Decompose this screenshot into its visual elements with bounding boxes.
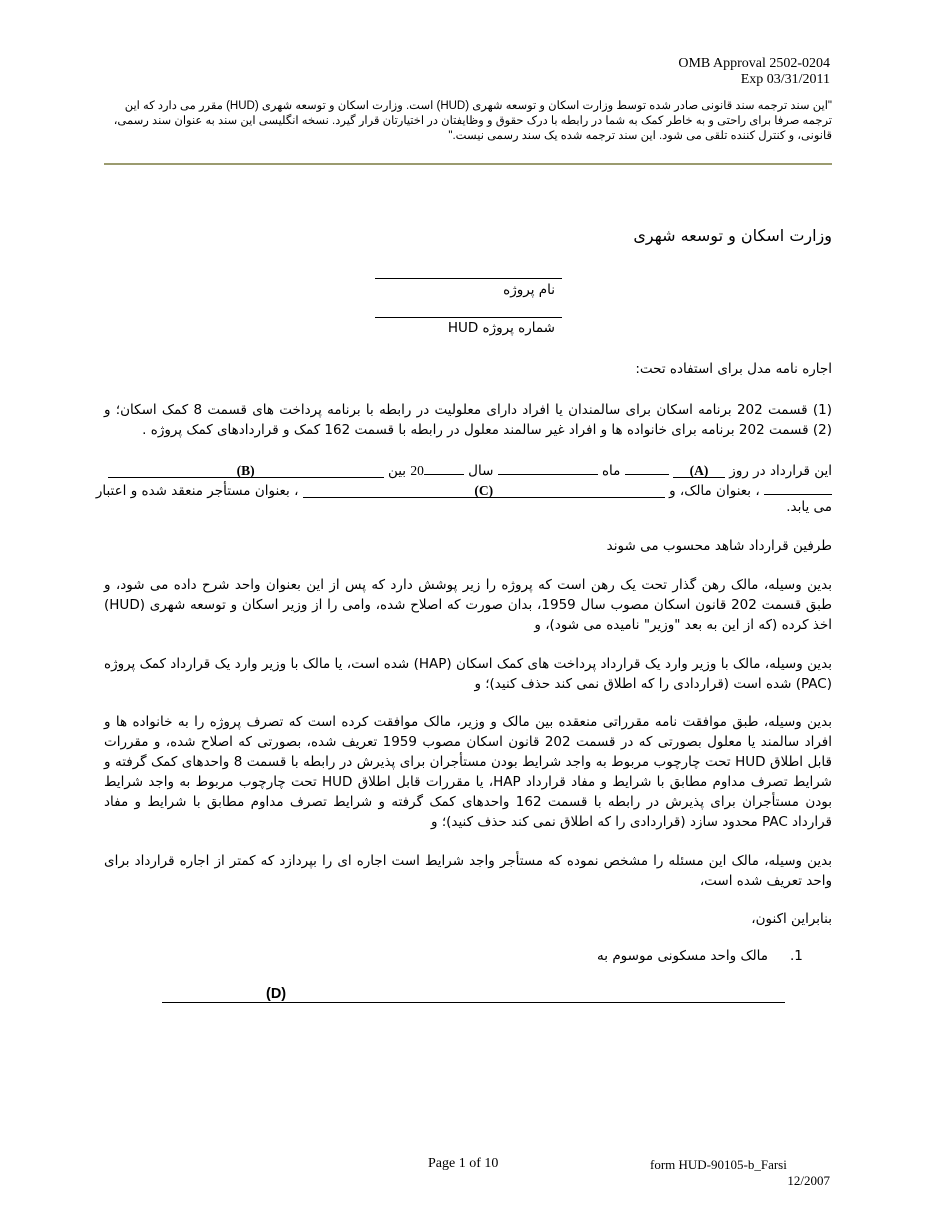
therefore-line: بنابراین اکنون، (751, 911, 832, 927)
blank-d-line[interactable] (162, 1002, 785, 1003)
form-date: 12/2007 (787, 1173, 830, 1188)
project-name-label: نام پروژه (503, 282, 555, 298)
owner-tail-field[interactable] (764, 478, 832, 495)
programs-paragraph: (1) قسمت 202 برنامه اسکان برای سالمندان یا افراد دارای معلولیت در رابطه با برنامه پرداخت های قسمت 8 کمک اسکان؛ و (2) قسمت 202 برنامه برای خانواده ها و افراد غیر سالمند معلول در رابطه با قسمت 162 کمک و قراردادهای کمک پروژه . (104, 402, 832, 438)
translation-disclaimer: "این سند ترجمه سند قانونی صادر شده توسط وزارت اسکان و توسعه شهری (HUD) است. وزارت اسکان و توسعه شهری (HUD) مقرر می دارد که این ترجمه صرفا برای راحتی و به خاطر کمک به شما در رابطه با درک حقوق و وظایفتان در اختیارتان قرار گیرد. نسخه انگلیسی این سند به عنوان سند رسمی، قانونی، و کنترل کننده تلقی می شود. این سند ترجمه شده یک سند رسمی نیست." (113, 100, 832, 142)
whereas-paragraph-4: بدین وسیله، مالک این مسئله را مشخص نموده که مستأجر واجد شرایط است اجاره ای را بپردازد که کمتر از اجاره قرارداد برای واحد تعریف شده است، (104, 853, 832, 889)
item-1-number: .1 (790, 948, 803, 964)
header-divider (104, 163, 832, 165)
omb-number: OMB Approval 2502-0204 (678, 56, 830, 71)
form-number: form HUD-90105-b_Farsi (650, 1157, 787, 1172)
tenant-role-text: ، بعنوان مستأجر منعقد شده و اعتبار (95, 483, 299, 499)
project-number-line[interactable] (375, 317, 562, 318)
owner-role-text: ، بعنوان مالک، و (669, 483, 760, 499)
whereas-paragraph-3: بدین وسیله، طبق موافقت نامه مقرراتی منعقده بین مالک و وزیر، مالک موافقت کرده است که تصرف پروژه را به خانواده ها و افراد سالمند یا معلول بصورتی که در قسمت 202 قانون اسکان مصوب 1959 تعریف شده، بصورتی که اصلاح شده، و مقررات قابل اطلاق HUD تحت چارچوب مربوط به واجد شرایط بودن مستأجران برای پذیرش در رابطه با قسمت 8 واحدهای کمک گرفته و شرایط تصرف مداوم مطابق با شرایط و مفاد قرارداد HAP، یا مقررات قابل اطلاق HUD تحت چارچوب مربوط به واجد شرایط بودن مستأجران برای پذیرش در رابطه با قسمت 162 واحدهای کمک گرفته و شرایط تصرف مداوم مطابق با شرایط و مفاد قرارداد PAC محدود سازد (قراردادی را که اطلاق نمی کند حذف کنید)؛ و (104, 714, 833, 830)
blank-d-label: (D) (266, 986, 287, 1002)
agreement-between-text: بین (387, 463, 407, 479)
agreement-line-3: می یابد. (786, 499, 832, 515)
lease-intro: اجاره نامه مدل برای استفاده تحت: (635, 361, 832, 377)
month-field[interactable] (625, 458, 669, 475)
agreement-day-text: این قرارداد در روز (729, 463, 832, 479)
omb-approval (640, 56, 830, 88)
ministry-title: وزارت اسکان و توسعه شهری (633, 226, 832, 245)
month-name-field[interactable] (498, 458, 598, 475)
omb-expiration: Exp 03/31/2011 (740, 72, 830, 87)
agreement-year-text: سال (468, 463, 494, 479)
blank-a-field[interactable]: (A) (673, 461, 725, 478)
whereas-paragraph-2: بدین وسیله، مالک با وزیر وارد یک قرارداد پرداخت های کمک اسکان (HAP) شده است، یا مالک با وزیر وارد یک قرارداد کمک پروژه (PAC) شده است (قراردادی را که اطلاق نمی کند حذف کنید)؛ و (104, 656, 832, 692)
page-number: Page 1 of 10 (428, 1156, 499, 1171)
blank-c-field[interactable]: (C) (303, 481, 665, 498)
whereas-paragraph-1: بدین وسیله، مالک رهن گذار تحت یک رهن است که پروژه را زیر پوشش دارد که پس از این بعنوان واحد شرح داده می شود، و طبق قسمت 202 قانون اسکان مصوب سال 1959، بدان صورت که اصلاح شده، وامی را از وزیر اسکان و توسعه شهری (HUD) اخذ کرده (که از این به بعد "وزیر" نامیده می شود)، و (104, 577, 833, 633)
year-prefix: 20 (410, 463, 424, 478)
form-id (650, 1157, 830, 1189)
year-field[interactable] (424, 458, 464, 475)
agreement-month-text: ماه (601, 463, 621, 479)
blank-b-field[interactable]: (B) (108, 461, 384, 478)
witness-line: طرفین قرارداد شاهد محسوب می شوند (606, 538, 832, 554)
item-1-text: مالک واحد مسکونی موسوم به (597, 948, 768, 964)
project-name-line[interactable] (375, 278, 562, 279)
project-number-label: شماره پروژه HUD (447, 320, 555, 336)
